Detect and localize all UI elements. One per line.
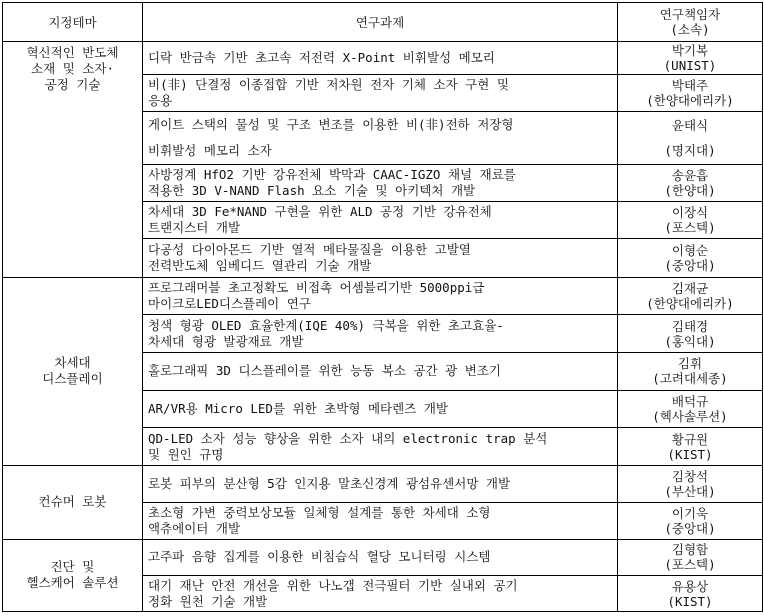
theme-cell: 혁신적인 반도체 소재 및 소자· 공정 기술: [3, 42, 143, 278]
researcher-cell: 김창석 (부산대): [618, 466, 763, 503]
theme-cell: 진단 및 헬스케어 솔루션: [3, 539, 143, 612]
theme-cell: 차세대 디스플레이: [3, 277, 143, 466]
researcher-cell: 박기복 (UNIST): [618, 42, 763, 75]
researcher-cell: 배덕규 (헥사솔루션): [618, 390, 763, 428]
task-cell: 비(非) 단결정 이종접합 기반 저차원 전자 기체 소자 구현 및 응용: [143, 74, 618, 112]
header-row: [3, 3, 763, 42]
table-row: [3, 466, 763, 503]
task-cell: AR/VR용 Micro LED를 위한 초박형 메타렌즈 개발: [143, 390, 618, 428]
researcher-cell: 김재균 (한양대에리카): [618, 277, 763, 315]
researcher-cell: 박태주 (한양대에리카): [618, 74, 763, 112]
task-cell: 사방정계 HfO2 기반 강유전체 박막과 CAAC-IGZO 채널 재료를 적용한 3D V-NAND Flash 요소 기술 및 아키텍처 개발: [143, 165, 618, 202]
task-cell: 대기 재난 안전 개선을 위한 나노갭 전극필터 기반 실내외 공기 정화 원천 기술 개발: [143, 576, 618, 612]
theme-cell: 컨슈머 로봇: [3, 466, 143, 539]
researcher-cell: 김휘 (고려대세종): [618, 352, 763, 390]
task-cell: 청색 형광 OLED 효율한계(IQE 40%) 극복을 위한 초고효율- 차세대 형광 발광재료 개발: [143, 315, 618, 353]
header-researcher: 연구책임자 (소속): [618, 3, 763, 42]
task-cell: 로봇 피부의 분산형 5감 인지용 말초신경계 광섬유센서망 개발: [143, 466, 618, 503]
table-row: [3, 277, 763, 315]
task-cell: 다공성 다이아몬드 기반 열적 메타물질을 이용한 고발열 전력반도체 임베디드 열관리 기술 개발: [143, 238, 618, 277]
task-cell: 홀로그래픽 3D 디스플레이를 위한 능동 복소 공간 광 변조기: [143, 352, 618, 390]
research-table: [2, 2, 763, 612]
table-row: [3, 42, 763, 75]
task-cell: 프로그래머블 초고정확도 비접촉 어셈블리기반 5000ppi급 마이크로LED디스플레이 연구: [143, 277, 618, 315]
task-cell: QD-LED 소자 성능 향상을 위한 소자 내의 electronic trap 분석 및 원인 규명: [143, 428, 618, 466]
researcher-cell: 송윤흡 (한양대): [618, 165, 763, 202]
researcher-cell: 이기욱 (중앙대): [618, 502, 763, 539]
researcher-cell: 황규원 (KIST): [618, 428, 763, 466]
researcher-cell: 이장식 (포스텍): [618, 202, 763, 239]
researcher-cell: 유용상 (KIST): [618, 576, 763, 612]
researcher-cell: 윤태식 (명지대): [618, 112, 763, 165]
header-theme: 지정테마: [3, 3, 143, 42]
table-row: [3, 539, 763, 576]
task-cell: 초소형 가변 중력보상모듈 일체형 설계를 통한 차세대 소형 액츄에이터 개발: [143, 502, 618, 539]
task-cell: 디락 반금속 기반 초고속 저전력 X-Point 비휘발성 메모리: [143, 42, 618, 75]
task-cell: 차세대 3D Fe*NAND 구현을 위한 ALD 공정 기반 강유전체 트랜지스터 개발: [143, 202, 618, 239]
researcher-cell: 김형함 (포스텍): [618, 539, 763, 576]
researcher-cell: 김태경 (홍익대): [618, 315, 763, 353]
task-cell: 게이트 스택의 물성 및 구조 변조를 이용한 비(非)전하 저장형 비휘발성 메모리 소자: [143, 112, 618, 165]
header-task: 연구과제: [143, 3, 618, 42]
researcher-cell: 이형순 (중앙대): [618, 238, 763, 277]
task-cell: 고주파 음향 집게를 이용한 비침습식 혈당 모니터링 시스템: [143, 539, 618, 576]
